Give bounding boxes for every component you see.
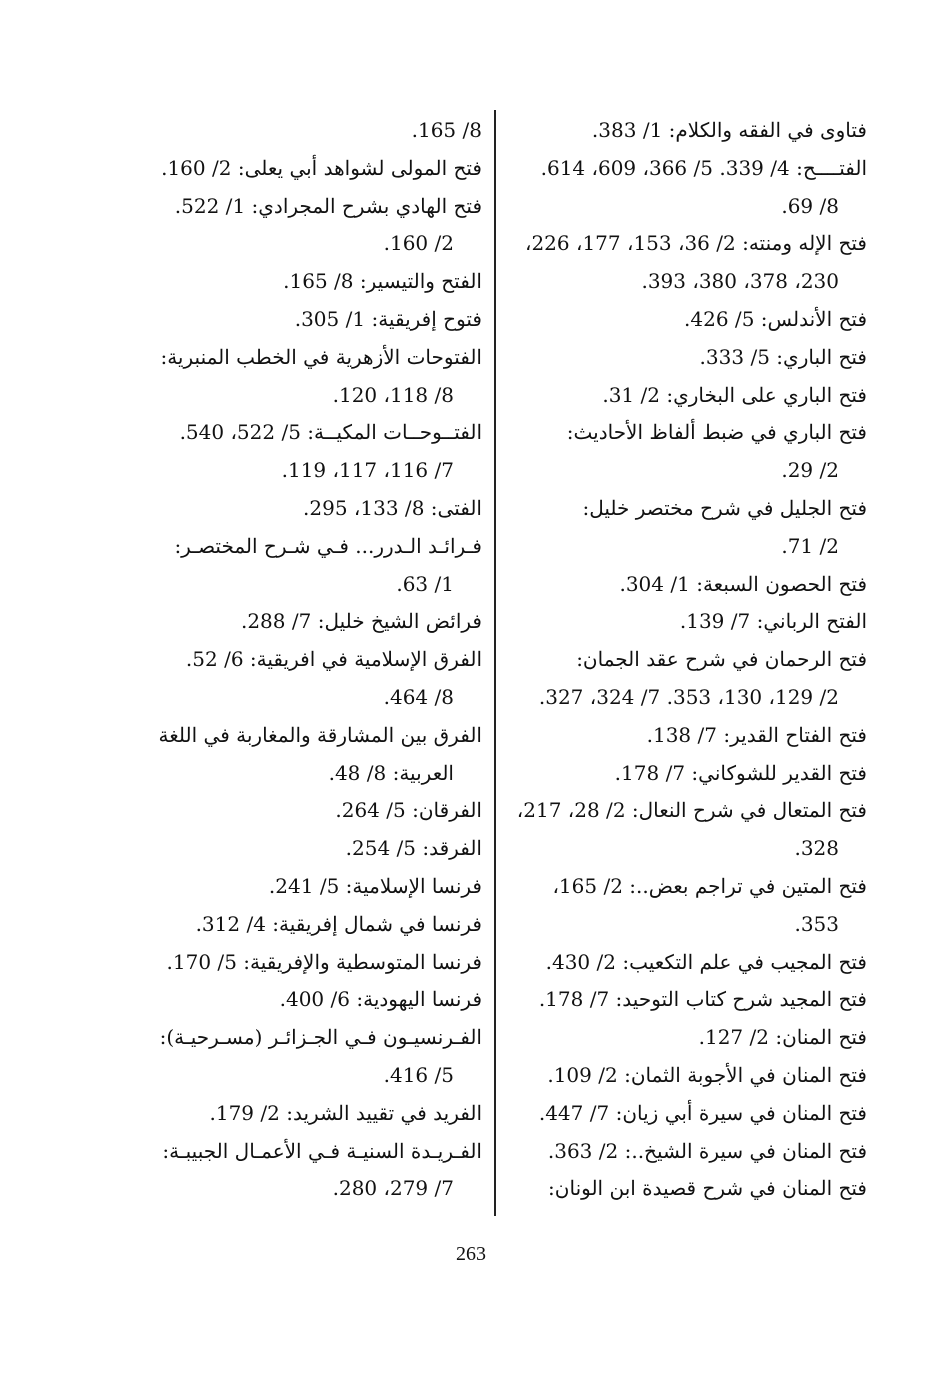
index-entry — [472, 641, 867, 717]
entry-title-line: فتح الهادي بشرح المجرادي: 1/ 522. — [174, 193, 482, 218]
index-entry — [125, 641, 482, 717]
entry-continuation-line: 8/ 69. — [781, 193, 839, 218]
entry-title-line: الفتح والتيسير: 8/ 165. — [283, 269, 482, 294]
entry-continuation-line: 8/ 464. — [383, 684, 454, 709]
index-entry — [125, 906, 482, 944]
entry-title-line: فتاوى في الفقه والكلام: 1/ 383. — [591, 118, 867, 142]
index-entry — [472, 112, 867, 150]
entry-title-line: فتح الباري في ضبط ألفاظ الأحاديث: — [566, 420, 867, 445]
entry-title-line: الفرقان: 5/ 264. — [335, 798, 482, 823]
entry-title-line: فـرائـد الـدرر... فـي شـرح المختصـر: — [174, 533, 482, 558]
entry-title-line: الفتوحات الأزهرية في الخطب المنبرية: — [160, 344, 482, 369]
index-entry — [125, 188, 482, 264]
index-entry — [125, 717, 482, 793]
index-entry — [472, 1057, 867, 1095]
index-entry — [125, 830, 482, 868]
index-entry — [125, 868, 482, 906]
entry-title-line: فتح الفتاح القدير: 7/ 138. — [646, 722, 867, 747]
entry-title-line: فتح القدير للشوكاني: 7/ 178. — [614, 760, 867, 785]
entry-title-line: الفـرنسيـون فـي الجـزائـر (مسـرحيـة): — [159, 1025, 482, 1050]
entry-title-line: فرنسا في شمال إفريقية: 4/ 312. — [195, 911, 482, 936]
index-entry — [125, 1133, 482, 1209]
entry-continuation-line: 2/ 129، 130، 353. 7/ 324، 327. — [538, 684, 839, 709]
index-entry — [472, 1095, 867, 1133]
entry-title-line: فتح المتعال في شرح النعال: 2/ 28، 217، — [516, 798, 867, 823]
entry-title-line: الفرق الإسلامية في افريقية: 6/ 52. — [185, 647, 482, 672]
index-entry — [125, 301, 482, 339]
index-entry — [125, 792, 482, 830]
entry-title-line: الفـريـدة السنيـة فـي الأعمـال الجبيبـة: — [162, 1138, 482, 1163]
index-entry — [472, 792, 867, 868]
entry-title-line: فتح المنان: 2/ 127. — [698, 1025, 867, 1050]
entry-continuation-line: 353. — [794, 911, 839, 936]
entry-title-line: الفرق بين المشارقة والمغاربة في اللغة — [158, 722, 482, 747]
index-entry — [472, 566, 867, 604]
entry-continuation-line: 7/ 279، 280. — [332, 1176, 454, 1201]
entry-continuation-line: 8/ 118، 120. — [332, 382, 454, 407]
index-entry — [472, 1133, 867, 1171]
entry-continuation-line: 328. — [794, 836, 839, 861]
index-entry — [125, 339, 482, 415]
index-entry — [472, 150, 867, 226]
index-entry — [472, 981, 867, 1019]
index-entry — [125, 528, 482, 604]
index-entry — [125, 1019, 482, 1095]
entry-continuation-line: 5/ 416. — [383, 1062, 454, 1087]
entry-title-line: فتح المتين في تراجم بعض..: 2/ 165، — [552, 873, 867, 898]
index-entry — [472, 377, 867, 415]
entry-continuation-line: 2/ 160. — [383, 231, 454, 256]
index-entry — [472, 717, 867, 755]
entry-title-line: فتوح إفريقية: 1/ 305. — [294, 306, 482, 331]
column-divider — [494, 110, 496, 1216]
entry-title-line: فتح الباري: 5/ 333. — [699, 344, 867, 369]
entry-title-line: الفتح الرباني: 7/ 139. — [679, 609, 867, 634]
entry-title-line: فتح الإله ومنته: 2/ 36، 153، 177، 226، — [524, 231, 867, 256]
index-column-right — [472, 112, 867, 1208]
entry-continuation-line: 2/ 29. — [781, 458, 839, 483]
entry-title-line: فرنسا اليهودية: 6/ 400. — [279, 987, 482, 1012]
entry-title-line: فرنسا الإسلامية: 5/ 241. — [268, 873, 482, 898]
index-entry — [472, 225, 867, 301]
index-entry — [125, 944, 482, 982]
index-entry — [472, 603, 867, 641]
index-entry — [472, 868, 867, 944]
index-entry — [472, 339, 867, 377]
index-entry — [125, 263, 482, 301]
entry-title-line: فتح الأندلس: 5/ 426. — [684, 306, 867, 331]
index-entry — [125, 981, 482, 1019]
entry-title-line: 8/ 165. — [411, 118, 482, 142]
entry-title-line: فتح الجليل في شرح مختصر خليل: — [582, 495, 867, 520]
entry-title-line: فتح المجيد شرح كتاب التوحيد: 7/ 178. — [538, 987, 867, 1012]
entry-title-line: الفتــــح: 4/ 339. 5/ 366، 609، 614. — [540, 155, 867, 180]
entry-title-line: الفتى: 8/ 133، 295. — [303, 495, 482, 520]
index-entry — [125, 490, 482, 528]
index-entry — [472, 944, 867, 982]
index-entry — [125, 150, 482, 188]
index-entry — [125, 112, 482, 150]
index-entry — [472, 1170, 867, 1208]
entry-title-line: الفريد في تقييد الشريد: 2/ 179. — [209, 1100, 482, 1125]
entry-title-line: الفرقد: 5/ 254. — [345, 836, 482, 861]
index-entry — [125, 1095, 482, 1133]
entry-title-line: فتح المنان في سيرة الشيخ..: 2/ 363. — [547, 1138, 867, 1163]
index-entry — [472, 414, 867, 490]
index-column-left — [125, 112, 482, 1208]
index-entry — [472, 490, 867, 566]
entry-continuation-line: العربية: 8/ 48. — [328, 760, 454, 785]
index-entry — [125, 603, 482, 641]
entry-title-line: فتح المجيب في علم التكعيب: 2/ 430. — [545, 949, 867, 974]
entry-continuation-line: 1/ 63. — [396, 571, 454, 596]
entry-continuation-line: 230، 378، 380، 393. — [641, 269, 839, 294]
entry-title-line: فتح الرحمان في شرح عقد الجمان: — [576, 647, 867, 672]
index-entry — [472, 1019, 867, 1057]
entry-title-line: فتح الحصون السبعة: 1/ 304. — [619, 571, 867, 596]
page-number: 263 — [456, 1243, 486, 1265]
entry-continuation-line: 7/ 116، 117، 119. — [281, 458, 454, 483]
entry-continuation-line: 2/ 71. — [781, 533, 839, 558]
entry-title-line: فتح المولى لشواهد أبي يعلى: 2/ 160. — [161, 155, 482, 180]
entry-title-line: الفتــوحــات المكيــة: 5/ 522، 540. — [179, 420, 482, 445]
entry-title-line: فتح المنان في سيرة أبي زيان: 7/ 447. — [538, 1100, 867, 1125]
entry-title-line: فرائض الشيخ خليل: 7/ 288. — [240, 609, 482, 634]
entry-title-line: فتح المنان في الأجوبة الثمان: 2/ 109. — [547, 1062, 867, 1087]
entry-title-line: فرنسا المتوسطية والإفريقية: 5/ 170. — [166, 949, 482, 974]
index-entry — [472, 301, 867, 339]
entry-title-line: فتح الباري على البخاري: 2/ 31. — [602, 382, 867, 407]
entry-title-line: فتح المنان في شرح قصيدة ابن الونان: — [548, 1176, 867, 1201]
index-entry — [472, 755, 867, 793]
index-entry — [125, 414, 482, 490]
